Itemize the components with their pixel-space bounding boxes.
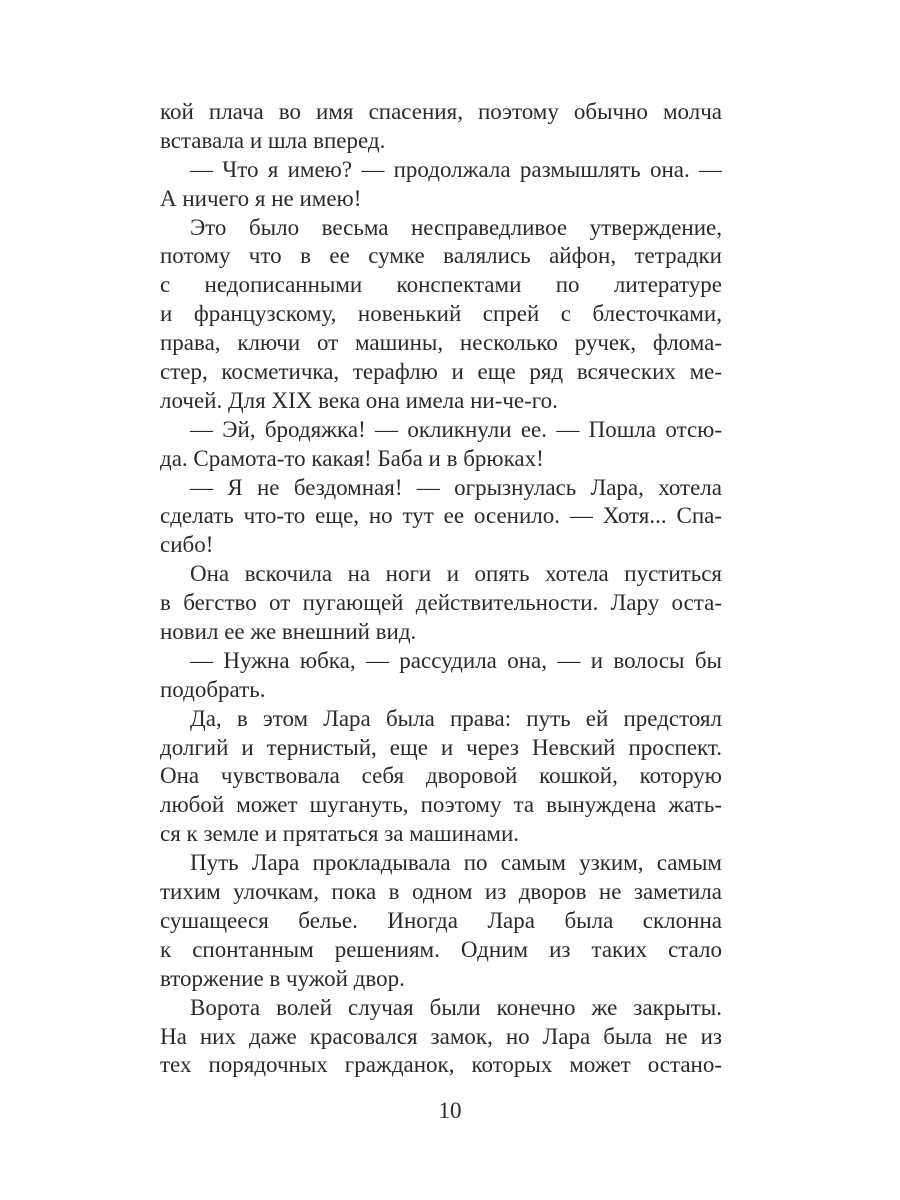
text-line: к спонтанным решениям. Одним из таких стало [160,936,722,962]
text-line: Она вскочила на ноги и опять хотела пуститься [190,561,722,587]
text-line: потому что в ее сумке валялись айфон, тетрадки [160,243,722,269]
body-text [160,98,722,1080]
text-line: с недописанными конспектами по литературе [160,272,722,298]
page-number: 10 [438,1098,462,1123]
text-line: — Что я имею? — продолжала размышлять она. — [190,156,722,182]
text-line: ся к земле и прятаться за машинами. [160,821,520,847]
text-line: подобрать. [160,676,266,702]
text-line: Да, в этом Лара была права: путь ей предстоял [190,705,722,731]
text-line: Путь Лара прокладывала по самым узким, самым [190,850,722,876]
text-line: На них даже красовался замок, но Лара была не из [160,1023,722,1049]
text-line: — Я не бездомная! — огрызнулась Лара, хотела [190,474,722,500]
text-line: А ничего я не имею! [160,185,362,211]
text-line: вставала и шла вперед. [160,127,386,153]
text-line: Ворота волей случая были конечно же закрыты. [190,994,722,1020]
text-line: да. Срамота-то какая! Баба и в брюках! [160,445,544,471]
text-line: кой плача во имя спасения, поэтому обычно молча [160,99,722,124]
text-line: Это было весьма несправедливое утверждение, [190,214,722,240]
text-line: — Нужна юбка, — рассудила она, — и волосы бы [190,647,722,673]
text-line: тихим улочкам, пока в одном из дворов не заметила [160,879,722,905]
text-line: лочей. Для XIX века она имела ни-че-го. [160,387,558,413]
text-line: долгий и тернистый, еще и через Невский проспект. [160,734,722,760]
text-line: сделать что-то еще, но тут ее осенило. — Хотя... Спа- [160,503,722,529]
text-line: — Эй, бродяжка! — окликнули ее. — Пошла отсю- [190,416,722,442]
text-line: Она чувствовала себя дворовой кошкой, которую [160,763,722,789]
text-line: стер, косметичка, терафлю и еще ряд всяческих ме- [160,359,722,385]
text-line: вторжение в чужой двор. [160,965,405,991]
text-line: и французскому, новенький спрей с блесточками, [160,301,722,327]
text-line: в бегство от пугающей действительности. Лару оста- [160,590,722,616]
text-line: любой может шугануть, поэтому та вынуждена жать- [160,792,722,818]
text-line: права, ключи от машины, несколько ручек, флома- [160,330,722,356]
text-line: тех порядочных гражданок, которых может остано- [160,1052,722,1078]
text-line: новил ее же внешний вид. [160,619,417,645]
text-line: сибо! [160,532,214,558]
text-line: сушащееся белье. Иногда Лара была склонна [160,907,722,933]
